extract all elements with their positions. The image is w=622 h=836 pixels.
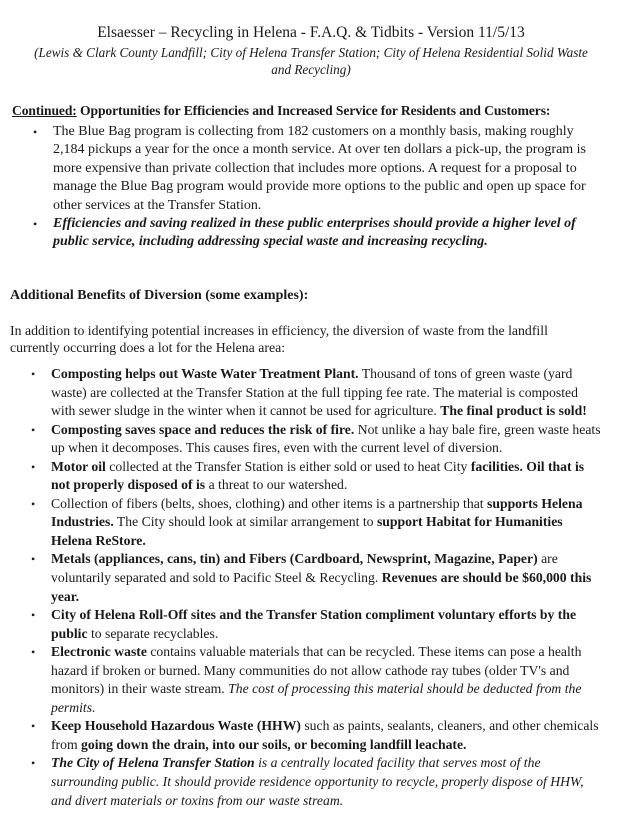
bullet-icon: • <box>31 608 36 623</box>
bullet-text-segment: Collection of fibers (belts, shoes, clothing) and other items is a partnership that <box>51 495 488 511</box>
continued-label: Continued: <box>12 103 77 118</box>
bullet-text-segment: The cost of processing this material should be deducted from the permits. <box>51 681 582 715</box>
bullet-icon: • <box>31 496 36 511</box>
bullet-icon: • <box>33 217 38 232</box>
bullet-item <box>31 643 603 717</box>
bullet-item <box>31 421 603 458</box>
bullet-text-segment: The City of Helena Transfer Station <box>51 755 255 771</box>
bullet-text-segment: is a centrally located facility that serves most of the surrounding public. It should provide residence opportunity to recycle, properly dispose of HHW, and divert materials or toxins from our waste stream. <box>51 755 584 808</box>
bullet-text-segment: Revenues are should be $60,000 this year. <box>51 570 592 604</box>
bullet-item <box>31 365 603 421</box>
bullet-item <box>31 495 603 551</box>
bullet-icon: • <box>33 125 38 139</box>
bullet-text-segment: Thousand of tons of green waste (yard waste) are collected at the Transfer Station at the full tipping fee rate. The material is composted with sewer sludge in the winter when it cannot be used for agriculture. <box>51 366 578 419</box>
bullet-text-segment: facilities. Oil that is not properly disposed of is <box>51 458 585 493</box>
bullet-icon: • <box>31 459 36 474</box>
bullet-icon: • <box>31 756 36 771</box>
bullet-icon: • <box>31 422 36 437</box>
bullet-text-segment: going down the drain, into our soils, or becoming landfill leachate. <box>81 736 467 752</box>
bullet-text-segment: The Blue Bag program is collecting from 182 customers on a monthly basis, making roughly 2,184 pickups a year for the once a month service. At over ten dollars a pick-up, the program is more expensive than private collection that includes more options. A request for a proposal to manage the Blue Bag program would provide more options to the public and open up space for other services at the Transfer Station. <box>53 124 587 213</box>
bullet-text-segment: supports Helena Industries. <box>51 495 583 530</box>
bullet-text-segment: are voluntarily separated and sold to Pacific Steel & Recycling. <box>51 551 558 586</box>
bullet-item <box>31 717 603 754</box>
bullet-icon: • <box>31 552 36 567</box>
bullet-item <box>31 550 603 606</box>
bullet-text-segment: contains valuable materials that can be recycled. These items can pose a health hazard if broken or burned. Many communities do not allow cathode ray tubes (older TV's and monitors) in their waste stream. <box>51 644 582 697</box>
bullet-icon: • <box>31 367 36 381</box>
bullet-text-segment: Keep Household Hazardous Waste (HHW) <box>51 718 301 734</box>
section1-heading-text: Opportunities for Efficiencies and Increased Service for Residents and Customers: <box>76 103 551 118</box>
bullet-item <box>31 458 603 495</box>
bullet-text-segment: Metals (appliances, cans, tin) and Fibers (Cardboard, Newsprint, Magazine, Paper) <box>51 551 538 567</box>
bullet-text-segment: Efficiencies and saving realized in these public enterprises should provide a higher level of public service, including addressing special waste and increasing recycling. <box>53 216 576 250</box>
bullet-text-segment: to separate recyclables. <box>87 625 219 641</box>
bullet-text-segment: such as paints, sealants, cleaners, and other chemicals from <box>51 718 599 752</box>
bullet-text-segment: Motor oil <box>51 458 106 474</box>
bullet-text-segment: collected at the Transfer Station is either sold or used to heat City <box>105 458 471 474</box>
bullet-item <box>31 606 603 643</box>
bullet-text-segment: The final product is sold! <box>440 403 587 419</box>
bullet-text-segment: a threat to our watershed. <box>205 477 348 493</box>
bullet-text-segment: The City should look at similar arrangement to <box>113 514 377 530</box>
section1-heading <box>12 103 550 119</box>
bullet-text-segment: support Habitat for Humanities Helena ReStore. <box>51 514 563 548</box>
bullet-item <box>33 215 601 252</box>
section2-heading: Additional Benefits of Diversion (some examples): <box>10 288 309 303</box>
bullet-item <box>31 754 603 810</box>
bullet-text-segment: Composting saves space and reduces the risk of fire. <box>51 421 355 437</box>
section2-intro: In addition to identifying potential increases in efficiency, the diversion of waste from the landfill currently occurring does a lot for the Helena area: <box>10 323 548 355</box>
document-subtitle: (Lewis & Clark County Landfill; City of Helena Transfer Station; City of Helena Residential Solid Waste and Recycling) <box>34 45 588 77</box>
section1-bullet-list <box>33 123 601 252</box>
bullet-text-segment: Not unlike a hay bale fire, green waste heats up when it decomposes. This causes fires, even with the current level of diversion. <box>51 421 601 456</box>
document-title: Elsaesser – Recycling in Helena - F.A.Q. & Tidbits - Version 11/5/13 <box>97 24 525 41</box>
bullet-icon: • <box>31 719 36 734</box>
bullet-text-segment: City of Helena Roll-Off sites and the Transfer Station compliment voluntary efforts by the public <box>51 607 577 641</box>
section2-bullet-list <box>31 365 603 810</box>
bullet-item <box>33 123 601 215</box>
bullet-text-segment: Electronic waste <box>51 644 147 660</box>
bullet-icon: • <box>31 645 36 660</box>
bullet-text-segment: Composting helps out Waste Water Treatment Plant. <box>51 366 359 381</box>
